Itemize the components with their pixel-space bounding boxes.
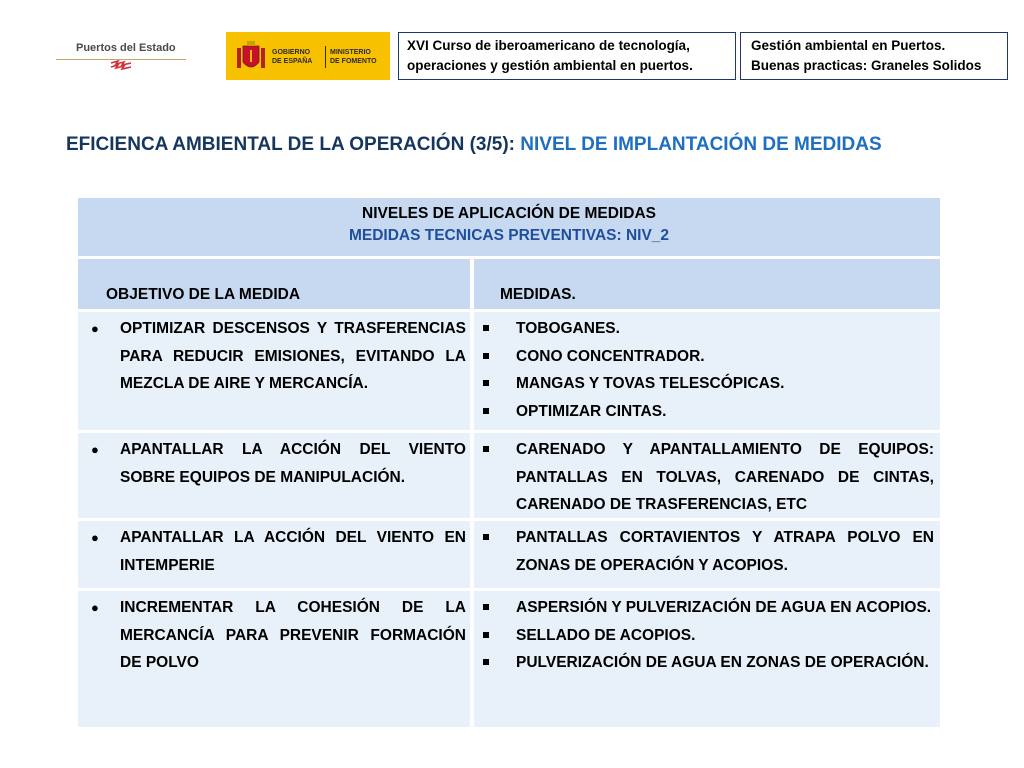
table-row-2-objective	[78, 433, 470, 518]
measure-item	[480, 343, 934, 371]
course-line-2: operaciones y gestión ambiental en puertos.	[407, 58, 693, 73]
measure-text: CARENADO Y APANTALLAMIENTO DE EQUIPOS: PANTALLAS EN TOLVAS, CARENADO DE CINTAS, CARENADO DE TRASFERENCIAS, ETC	[516, 441, 934, 513]
bullet-dot-icon: ●	[91, 530, 99, 545]
column-header-measures	[474, 259, 940, 309]
measure-text: CONO CONCENTRADOR.	[516, 347, 705, 365]
measure-text: MANGAS Y TOVAS TELESCÓPICAS.	[516, 375, 785, 392]
objective-item	[86, 594, 466, 677]
table-header-line-2: MEDIDAS TECNICAS PREVENTIVAS: NIV_2	[348, 227, 670, 244]
measure-text: ASPERSIÓN Y PULVERIZACIÓN DE AGUA EN ACOPIOS.	[516, 599, 932, 616]
measure-text: PANTALLAS CORTAVIENTOS Y ATRAPA POLVO EN ZONAS DE OPERACIÓN Y ACOPIOS.	[516, 529, 934, 574]
slide-title	[66, 134, 966, 156]
logo-separator	[325, 46, 326, 68]
measure-item	[480, 524, 934, 579]
gobierno-espana-logo	[226, 32, 390, 80]
objective-text: APANTALLAR LA ACCIÓN DEL VIENTO SOBRE EQUIPOS DE MANIPULACIÓN.	[120, 441, 466, 486]
gobierno-label: GOBIERNO DE ESPAÑA	[272, 49, 313, 65]
objective-item	[86, 436, 466, 491]
measure-item	[480, 649, 934, 677]
measure-text: PULVERIZACIÓN DE AGUA EN ZONAS DE OPERACIÓN.	[516, 654, 929, 671]
table-row-4-objective	[78, 591, 470, 727]
ministerio-label: MINISTERIO DE FOMENTO	[330, 49, 377, 65]
table-row-4-measures	[474, 591, 940, 727]
measure-item	[480, 436, 934, 519]
table-header	[78, 198, 940, 256]
course-title-box	[398, 32, 736, 80]
puertos-wave-icon	[110, 60, 132, 70]
measure-text: OPTIMIZAR CINTAS.	[516, 402, 667, 420]
table-row-1-objective	[78, 312, 470, 430]
table-row-2-measures	[474, 433, 940, 518]
puertos-del-estado-logo	[56, 38, 188, 70]
topic-line-1: Gestión ambiental en Puertos.	[751, 38, 946, 53]
square-bullet-icon	[483, 534, 489, 540]
objective-item	[86, 524, 466, 579]
bullet-dot-icon: ●	[91, 600, 99, 615]
coat-of-arms-icon	[234, 38, 268, 74]
column-objective-label: OBJETIVO DE LA MEDIDA	[106, 286, 301, 303]
measure-text: TOBOGANES.	[516, 320, 620, 337]
square-bullet-icon	[483, 604, 489, 610]
square-bullet-icon	[483, 659, 489, 665]
square-bullet-icon	[483, 408, 489, 414]
bullet-dot-icon: ●	[91, 442, 99, 457]
table-row-1-measures	[474, 312, 940, 430]
square-bullet-icon	[483, 632, 489, 638]
measure-item	[480, 315, 934, 343]
puertos-logo-text: Puertos del Estado	[76, 42, 176, 54]
objective-item	[86, 315, 466, 398]
square-bullet-icon	[483, 353, 489, 359]
column-measures-label: MEDIDAS.	[500, 286, 576, 303]
measure-item	[480, 622, 934, 650]
course-line-1: XVI Curso de iberoamericano de tecnología,	[407, 38, 690, 53]
topic-box	[740, 32, 1008, 80]
bullet-dot-icon: ●	[91, 321, 99, 336]
objective-text: APANTALLAR LA ACCIÓN DEL VIENTO EN INTEMPERIE	[120, 529, 466, 574]
objective-text: INCREMENTAR LA COHESIÓN DE LA MERCANCÍA PARA PREVENIR FORMACIÓN DE POLVO	[120, 599, 466, 671]
square-bullet-icon	[483, 446, 489, 452]
table-header-line-1: NIVELES DE APLICACIÓN DE MEDIDAS	[362, 205, 656, 222]
title-main: EFICIENCA AMBIENTAL DE LA OPERACIÓN (3/5):	[66, 134, 515, 155]
measure-item	[480, 370, 934, 398]
table-row-3-objective	[78, 521, 470, 588]
measure-item	[480, 398, 934, 426]
square-bullet-icon	[483, 380, 489, 386]
measure-item	[480, 594, 934, 622]
title-accent: NIVEL DE IMPLANTACIÓN DE MEDIDAS	[520, 134, 882, 155]
table-row-3-measures	[474, 521, 940, 588]
square-bullet-icon	[483, 325, 489, 331]
measure-text: SELLADO DE ACOPIOS.	[516, 626, 696, 644]
topic-line-2: Buenas practicas: Graneles Solidos	[751, 58, 982, 73]
objective-text: OPTIMIZAR DESCENSOS Y TRASFERENCIAS PARA REDUCIR EMISIONES, EVITANDO LA MEZCLA DE AIRE Y MERCANCÍA.	[120, 320, 466, 392]
column-header-objective	[78, 259, 470, 309]
